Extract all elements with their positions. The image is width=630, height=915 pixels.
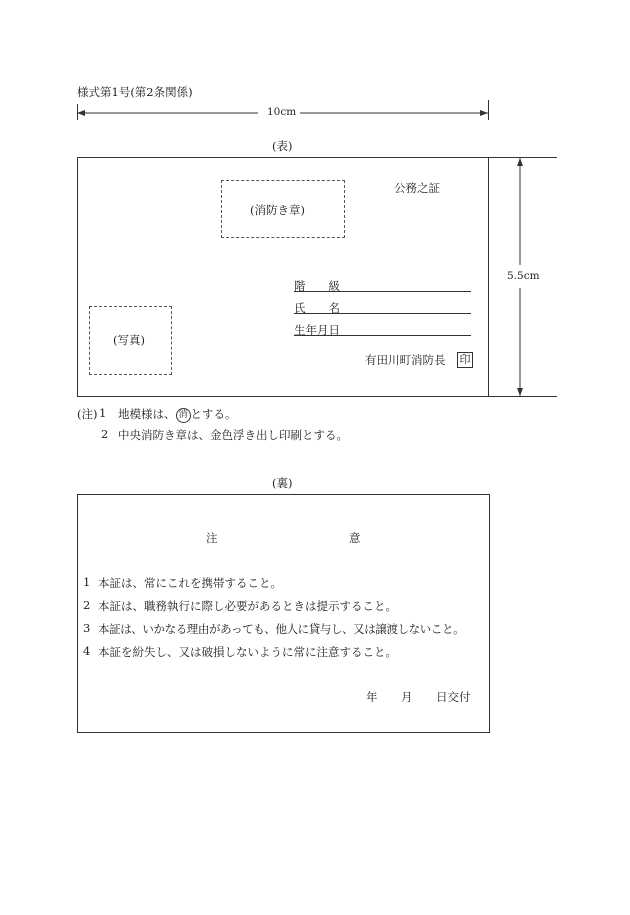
notice-item-4-text: 本証を紛失し、又は破損しないように常に注意すること。 bbox=[98, 645, 397, 659]
issue-date-month: 月 bbox=[401, 690, 413, 704]
front-side-label: (表) bbox=[272, 139, 293, 153]
notice-item-4-number: 4 bbox=[83, 644, 91, 658]
note-2-text: 中央消防き章は、金色浮き出し印刷とする。 bbox=[118, 428, 348, 442]
notice-item-2-text: 本証は、職務執行に際し必要があるときは提示すること。 bbox=[98, 599, 397, 613]
height-arrow-bottom-head bbox=[517, 388, 523, 396]
issue-date-year: 年 bbox=[366, 690, 378, 704]
front-card-top-line bbox=[77, 157, 557, 158]
photo-placeholder-label: (写真) bbox=[113, 333, 145, 347]
notice-item-3-number: 3 bbox=[83, 621, 91, 635]
notice-item-3-text: 本証は、いかなる理由があっても、他人に貸与し、又は譲渡しないこと。 bbox=[98, 622, 465, 636]
field-birthdate-line bbox=[294, 335, 471, 336]
issuer-label: 有田川町消防長 bbox=[365, 353, 446, 367]
notice-heading-left: 注 bbox=[206, 531, 218, 545]
height-dimension-label: 5.5cm bbox=[507, 270, 540, 282]
note-1-text-after: とする。 bbox=[190, 407, 237, 421]
note-1-text-before: 地模様は、 bbox=[118, 407, 176, 421]
notice-item-1-text: 本証は、常にこれを携帯すること。 bbox=[98, 576, 282, 590]
width-tick-left bbox=[77, 104, 78, 120]
notice-item-1-number: 1 bbox=[83, 575, 91, 589]
note-1 bbox=[118, 406, 237, 423]
front-card-left-line bbox=[77, 157, 78, 397]
field-birthdate-label: 生年月日 bbox=[294, 323, 340, 337]
width-arrow-left-head bbox=[77, 110, 85, 116]
field-name-label: 氏 名 bbox=[294, 301, 340, 315]
field-name-line bbox=[294, 313, 471, 314]
width-arrow-right-head bbox=[480, 110, 488, 116]
note-2-number: 2 bbox=[101, 427, 109, 441]
back-side-label: (裏) bbox=[272, 476, 293, 490]
notice-item-2-number: 2 bbox=[83, 598, 91, 612]
width-tick-right bbox=[488, 100, 489, 120]
notice-heading-right: 意 bbox=[349, 531, 361, 545]
emblem-placeholder-label: (消防き章) bbox=[250, 203, 305, 217]
extinguish-mark-icon: 消 bbox=[176, 408, 191, 423]
notes-prefix: (注) bbox=[77, 407, 98, 421]
front-card-right-line bbox=[488, 157, 489, 397]
front-card-bottom-line bbox=[77, 396, 557, 397]
card-title: 公務之証 bbox=[394, 181, 440, 195]
width-dimension-label: 10cm bbox=[267, 106, 297, 118]
height-arrow-top-head bbox=[517, 158, 523, 166]
issue-date-day: 日交付 bbox=[436, 690, 471, 704]
form-number-label: 様式第1号(第2条関係) bbox=[77, 85, 193, 99]
field-rank-label: 階 級 bbox=[294, 279, 340, 293]
note-1-number: 1 bbox=[99, 406, 107, 420]
seal-stamp: 印 bbox=[457, 352, 473, 368]
field-rank-line bbox=[294, 291, 471, 292]
